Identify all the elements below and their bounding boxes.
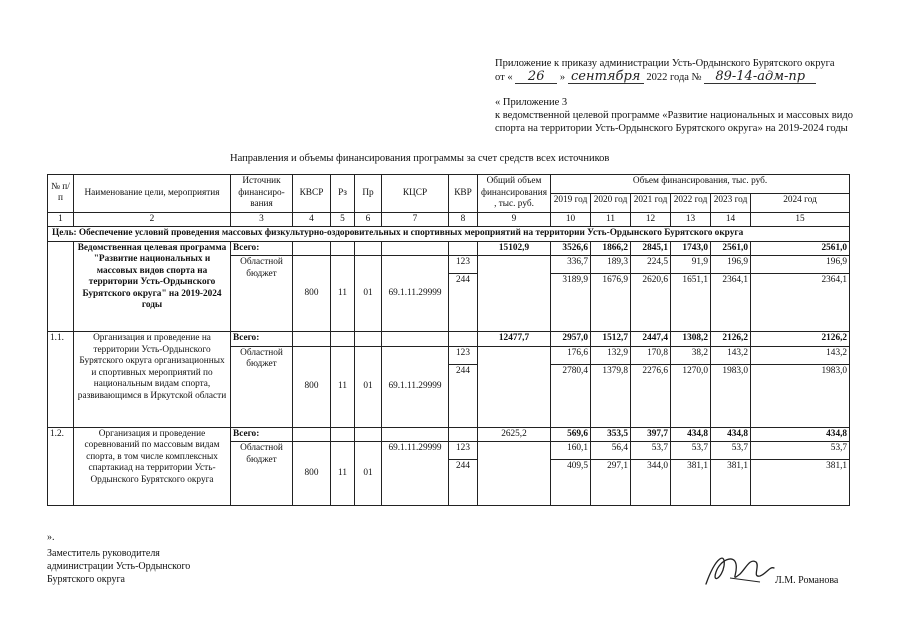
from-prefix: от « xyxy=(495,72,513,83)
year-cell: 2022 год xyxy=(671,193,711,212)
col-rz: Рз xyxy=(331,175,355,213)
value-cell: 38,2 xyxy=(671,346,711,364)
value-cell: 1676,9 xyxy=(591,274,631,332)
block-kvsr: 800 xyxy=(293,256,331,332)
block-num: 1.2. xyxy=(48,427,74,506)
block-kcsr: 69.1.11.29999 xyxy=(382,346,449,427)
block-total: 15102,9 xyxy=(478,241,551,256)
block-name: Ведомственная целевая программа "Развитие национальных и массовых видов спорта на территории Усть-Ордынского Бурятского округа" на 2019-2024 годы xyxy=(74,241,231,332)
signatory-name: Л.М. Романова xyxy=(775,575,839,586)
value-cell: 2780,4 xyxy=(551,364,591,427)
col-kvsr: КВСР xyxy=(293,175,331,213)
order-appendix-line: Приложение к приказу администрации Усть-Ордынского Бурятского округа xyxy=(495,58,835,69)
value-cell: 196,9 xyxy=(751,256,850,274)
block-num: 1.1. xyxy=(48,332,74,428)
year-total: 1866,2 xyxy=(591,241,631,256)
handwritten-signature xyxy=(700,548,780,590)
index-cell: 11 xyxy=(591,212,631,227)
value-cell: 224,5 xyxy=(631,256,671,274)
block-rz: 11 xyxy=(331,346,355,427)
value-cell: 2364,1 xyxy=(711,274,751,332)
value-cell: 1651,1 xyxy=(671,274,711,332)
index-row xyxy=(48,212,850,227)
signatory-title-1: Заместитель руководителя xyxy=(47,548,160,559)
order-year: 2022 года № xyxy=(646,72,702,83)
value-cell: 1983,0 xyxy=(751,364,850,427)
year-total: 2957,0 xyxy=(551,332,591,347)
index-cell: 2 xyxy=(74,212,231,227)
block-rz: 11 xyxy=(331,442,355,506)
annex-line-3: спорта на территории Усть-Ордынского Бурятского округа» на 2019-2024 годы xyxy=(495,123,848,134)
block-pr: 01 xyxy=(355,346,382,427)
value-cell: 196,9 xyxy=(711,256,751,274)
annex-title: « Приложение 3 xyxy=(495,97,568,108)
year-cell: 2019 год xyxy=(551,193,591,212)
block-pr: 01 xyxy=(355,256,382,332)
index-cell: 3 xyxy=(231,212,293,227)
kvr-cell: 244 xyxy=(449,274,478,332)
block-pr: 01 xyxy=(355,442,382,506)
order-date-line xyxy=(495,70,816,84)
value-cell: 344,0 xyxy=(631,460,671,506)
year-total: 569,6 xyxy=(551,427,591,442)
year-total: 2845,1 xyxy=(631,241,671,256)
year-total: 2561,0 xyxy=(751,241,850,256)
year-total: 2126,2 xyxy=(711,332,751,347)
value-cell: 53,7 xyxy=(631,442,671,460)
year-total: 1512,7 xyxy=(591,332,631,347)
value-cell: 1983,0 xyxy=(711,364,751,427)
year-total: 3526,6 xyxy=(551,241,591,256)
value-cell: 160,1 xyxy=(551,442,591,460)
block-num xyxy=(48,241,74,332)
signatory-title-2: администрации Усть-Ордынского xyxy=(47,561,191,572)
year-cell: 2023 год xyxy=(711,193,751,212)
col-num: № п/п xyxy=(48,175,74,213)
kvr-cell: 123 xyxy=(449,442,478,460)
year-total: 2447,4 xyxy=(631,332,671,347)
col-volume: Объем финансирования, тыс. руб. xyxy=(551,175,850,194)
value-cell: 53,7 xyxy=(751,442,850,460)
block-name: Организация и проведение на территории Усть-Ордынского Бурятского округа организационных и спортивных мероприятий по национальным видам спорта, развивающимся в Иркутской области xyxy=(74,332,231,428)
value-cell: 91,9 xyxy=(671,256,711,274)
year-cell: 2020 год xyxy=(591,193,631,212)
goal-row xyxy=(48,227,850,242)
header-row xyxy=(48,175,850,194)
year-total: 434,8 xyxy=(711,427,751,442)
value-cell: 1379,8 xyxy=(591,364,631,427)
col-kcsr: КЦСР xyxy=(382,175,449,213)
index-cell: 13 xyxy=(671,212,711,227)
year-total: 2561,0 xyxy=(711,241,751,256)
order-month: сентября xyxy=(568,70,644,84)
index-cell: 8 xyxy=(449,212,478,227)
block-rz: 11 xyxy=(331,256,355,332)
year-total: 397,7 xyxy=(631,427,671,442)
year-total: 1743,0 xyxy=(671,241,711,256)
value-cell: 336,7 xyxy=(551,256,591,274)
year-total: 434,8 xyxy=(751,427,850,442)
goal-text: Цель: Обеспечение условий проведения массовых физкультурно-оздоровительных и спортивных мероприятий на территории Усть-Ордынского Бурятского округа xyxy=(48,227,850,242)
year-cell: 2024 год xyxy=(751,193,850,212)
value-cell: 56,4 xyxy=(591,442,631,460)
year-total: 2126,2 xyxy=(751,332,850,347)
value-cell: 132,9 xyxy=(591,346,631,364)
index-cell: 15 xyxy=(751,212,850,227)
col-pr: Пр xyxy=(355,175,382,213)
index-cell: 10 xyxy=(551,212,591,227)
total-label: Всего: xyxy=(231,427,293,442)
value-cell: 176,6 xyxy=(551,346,591,364)
col-name: Наименование цели, мероприятия xyxy=(74,175,231,213)
program-block xyxy=(48,241,850,332)
value-cell: 1270,0 xyxy=(671,364,711,427)
index-cell: 12 xyxy=(631,212,671,227)
year-total: 434,8 xyxy=(671,427,711,442)
block-total: 2625,2 xyxy=(478,427,551,442)
quote-close: » xyxy=(559,72,566,83)
value-cell: 53,7 xyxy=(711,442,751,460)
index-cell: 9 xyxy=(478,212,551,227)
kvr-cell: 123 xyxy=(449,346,478,364)
financing-table xyxy=(47,174,850,506)
value-cell: 381,1 xyxy=(711,460,751,506)
value-cell: 381,1 xyxy=(671,460,711,506)
index-cell: 6 xyxy=(355,212,382,227)
table-title: Направления и объемы финансирования программы за счет средств всех источников xyxy=(230,153,610,164)
signatory-title-3: Бурятского округа xyxy=(47,574,125,585)
index-cell: 5 xyxy=(331,212,355,227)
value-cell: 297,1 xyxy=(591,460,631,506)
kvr-cell: 123 xyxy=(449,256,478,274)
year-cell: 2021 год xyxy=(631,193,671,212)
block-kvsr: 800 xyxy=(293,442,331,506)
block-name: Организация и проведение соревнований по массовым видам спорта, в том числе комплексных спартакиад на территории Усть-Ордынского Бурятского округа xyxy=(74,427,231,506)
index-cell: 1 xyxy=(48,212,74,227)
col-source: Источник финансиро-вания xyxy=(231,175,293,213)
index-cell: 7 xyxy=(382,212,449,227)
col-kvr: КВР xyxy=(449,175,478,213)
value-cell: 2364,1 xyxy=(751,274,850,332)
order-day: 26 xyxy=(515,70,557,84)
block-source: Областной бюджет xyxy=(231,256,293,332)
block-total: 12477,7 xyxy=(478,332,551,347)
value-cell: 143,2 xyxy=(751,346,850,364)
kvr-cell: 244 xyxy=(449,364,478,427)
value-cell: 381,1 xyxy=(751,460,850,506)
annex-line-2: к ведомственной целевой программе «Развитие национальных и массовых видо xyxy=(495,110,853,121)
value-cell: 2276,6 xyxy=(631,364,671,427)
value-cell: 409,5 xyxy=(551,460,591,506)
value-cell: 3189,9 xyxy=(551,274,591,332)
value-cell: 143,2 xyxy=(711,346,751,364)
col-total: Общий объем финансирования , тыс. руб. xyxy=(478,175,551,213)
block-kvsr: 800 xyxy=(293,346,331,427)
program-block xyxy=(48,332,850,428)
value-cell: 170,8 xyxy=(631,346,671,364)
value-cell: 189,3 xyxy=(591,256,631,274)
kvr-cell: 244 xyxy=(449,460,478,506)
total-label: Всего: xyxy=(231,332,293,347)
block-source: Областной бюджет xyxy=(231,442,293,506)
closing-quote: ». xyxy=(47,532,55,543)
block-source: Областной бюджет xyxy=(231,346,293,427)
year-total: 353,5 xyxy=(591,427,631,442)
index-cell: 4 xyxy=(293,212,331,227)
block-kcsr: 69.1.11.29999 xyxy=(382,256,449,332)
total-label: Всего: xyxy=(231,241,293,256)
value-cell: 53,7 xyxy=(671,442,711,460)
index-cell: 14 xyxy=(711,212,751,227)
value-cell: 2620,6 xyxy=(631,274,671,332)
year-total: 1308,2 xyxy=(671,332,711,347)
order-number: 89-14-адм-пр xyxy=(704,70,816,84)
program-block xyxy=(48,427,850,506)
block-kcsr: 69.1.11.29999 xyxy=(382,442,449,506)
